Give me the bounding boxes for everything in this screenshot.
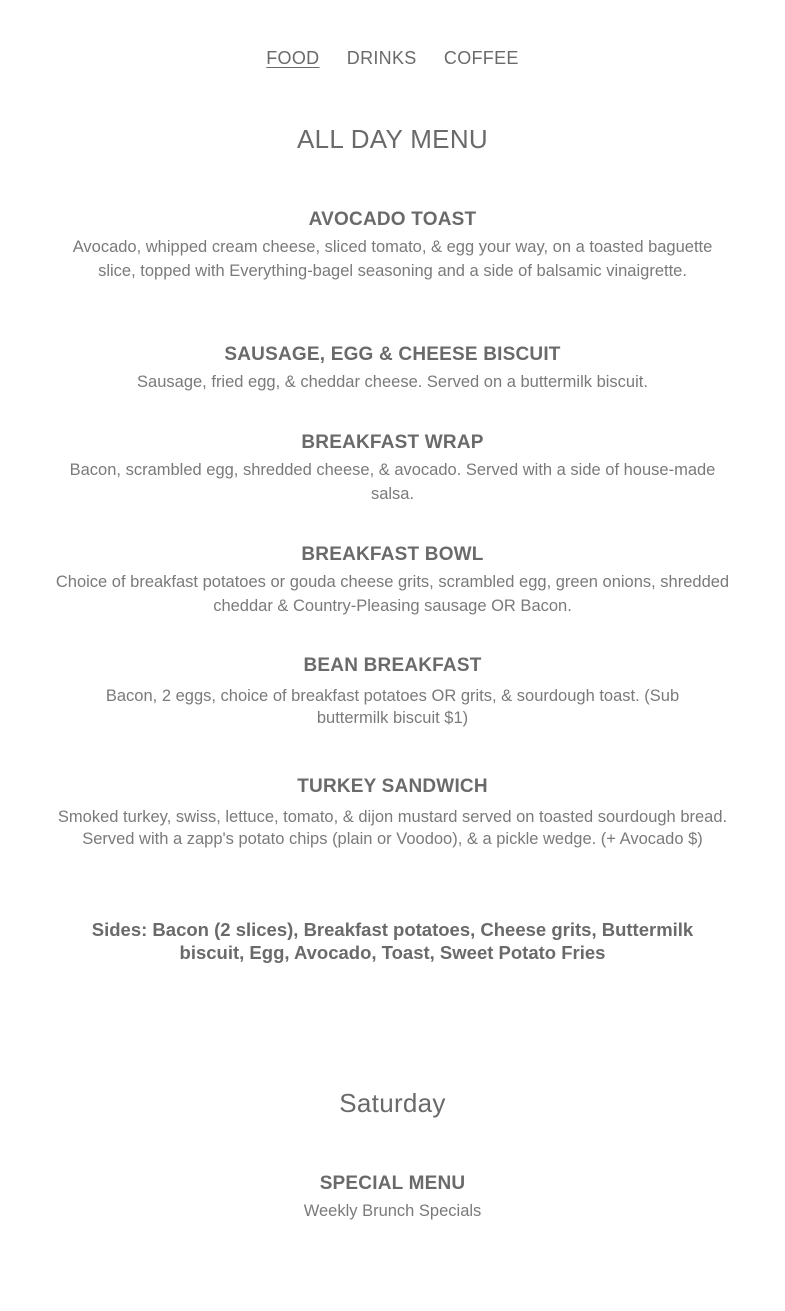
menu-item-name: BREAKFAST BOWL bbox=[301, 544, 484, 565]
sides-list: Sides: Bacon (2 slices), Breakfast potatoes, Cheese grits, Buttermilk biscuit, Egg, Avocado, Toast, Sweet Potato Fries bbox=[91, 919, 694, 963]
menu-item-name: SAUSAGE, EGG & CHEESE BISCUIT bbox=[224, 344, 561, 365]
menu-item-description: Bacon, scrambled egg, shredded cheese, & avocado. Served with a side of house-made salsa. bbox=[69, 461, 716, 503]
menu-item-sausage-biscuit bbox=[40, 343, 745, 395]
menu-item-name: TURKEY SANDWICH bbox=[297, 776, 488, 797]
nav-coffee-link[interactable]: COFFEE bbox=[443, 48, 519, 68]
menu-item-description: Bacon, 2 eggs, choice of breakfast potatoes OR grits, & sourdough toast. (Sub buttermilk biscuit $1) bbox=[105, 687, 680, 727]
menu-item-name: SPECIAL MENU bbox=[319, 1173, 466, 1194]
nav-food-link[interactable]: FOOD bbox=[266, 48, 320, 68]
menu-item-description: Weekly Brunch Specials bbox=[303, 1202, 482, 1220]
menu-item-description: Sausage, fried egg, & cheddar cheese. Served on a buttermilk biscuit. bbox=[137, 373, 648, 391]
menu-item-special-menu bbox=[40, 1172, 745, 1224]
saturday-title: Saturday bbox=[339, 1088, 446, 1118]
menu-item-bean-breakfast bbox=[40, 654, 745, 729]
menu-item-name: AVOCADO TOAST bbox=[308, 209, 477, 230]
menu-item-avocado-toast bbox=[40, 208, 745, 283]
menu-item-name: BEAN BREAKFAST bbox=[303, 655, 482, 676]
all-day-menu-title: ALL DAY MENU bbox=[297, 124, 488, 154]
menu-category-nav bbox=[0, 48, 785, 69]
nav-drinks-link[interactable]: DRINKS bbox=[346, 48, 417, 68]
menu-item-description: Avocado, whipped cream cheese, sliced tomato, & egg your way, on a toasted baguette slice, topped with Everything-bagel seasoning and a side of balsamic vinaigrette. bbox=[72, 238, 713, 280]
menu-item-description: Choice of breakfast potatoes or gouda cheese grits, scrambled egg, green onions, shredded cheddar & Country-Pleasing sausage OR Bacon. bbox=[55, 573, 730, 615]
menu-item-description: Smoked turkey, swiss, lettuce, tomato, & dijon mustard served on toasted sourdough bread. Served with a zapp's potato chips (plain or Voodoo), & a pickle wedge. (+ Avocado $) bbox=[57, 808, 728, 848]
menu-item-breakfast-bowl bbox=[40, 543, 745, 618]
menu-item-turkey-sandwich bbox=[40, 775, 745, 850]
menu-item-name: BREAKFAST WRAP bbox=[301, 432, 484, 453]
menu-item-breakfast-wrap bbox=[40, 431, 745, 506]
